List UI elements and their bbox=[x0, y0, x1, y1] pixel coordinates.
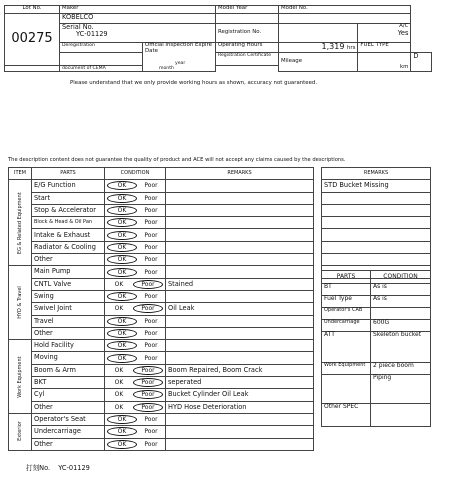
remark-text bbox=[166, 254, 314, 266]
remark-text bbox=[166, 327, 314, 339]
table-row bbox=[9, 266, 314, 278]
condition-cell bbox=[105, 315, 166, 327]
condition-cell bbox=[105, 327, 166, 339]
col-parts: PARTS bbox=[32, 168, 105, 180]
condition-cell bbox=[105, 204, 166, 216]
group-label: EG & Related Equipment bbox=[9, 180, 32, 266]
ac-label: A/C bbox=[399, 23, 409, 29]
remark-text bbox=[166, 266, 314, 278]
parts-name: Fuel Type bbox=[322, 296, 371, 308]
inspection-cell bbox=[143, 43, 216, 72]
part-name: E/G Function bbox=[32, 180, 105, 192]
footer-stamp bbox=[26, 462, 90, 472]
condition-table bbox=[8, 167, 314, 451]
remark-line: STD Bucket Missing bbox=[322, 180, 431, 192]
condition-cell bbox=[105, 364, 166, 376]
remark-text bbox=[166, 426, 314, 438]
stamp-value: YC-01129 bbox=[58, 464, 90, 472]
table-row bbox=[9, 303, 314, 315]
ok-mark: OK bbox=[114, 305, 124, 313]
table-row bbox=[9, 327, 314, 339]
remark-line bbox=[322, 254, 431, 266]
remark-line bbox=[322, 192, 431, 204]
part-name: Start bbox=[32, 192, 105, 204]
remarks-table bbox=[321, 167, 431, 279]
condition-cell bbox=[105, 389, 166, 401]
remark-text bbox=[166, 438, 314, 450]
poor-mark: Poor bbox=[144, 194, 158, 202]
km-unit: km bbox=[358, 52, 411, 71]
poor-mark: Poor bbox=[133, 304, 163, 313]
poor-mark: Poor bbox=[144, 231, 158, 239]
remark-text bbox=[166, 229, 314, 241]
part-name: Other bbox=[32, 438, 105, 450]
remark-text bbox=[166, 204, 314, 216]
ok-mark: OK bbox=[107, 341, 137, 350]
ok-mark: OK bbox=[107, 317, 137, 326]
ok-mark: OK bbox=[114, 366, 124, 374]
fuel-label: FUEL TYPE bbox=[358, 43, 411, 53]
parts-row bbox=[322, 375, 431, 404]
parts-condition: 600G bbox=[371, 320, 431, 332]
ok-mark: OK bbox=[107, 427, 137, 436]
remark-text bbox=[166, 315, 314, 327]
parts-name: ATT bbox=[322, 332, 371, 363]
ok-mark: OK bbox=[114, 391, 124, 399]
part-name: Boom & Arm bbox=[32, 364, 105, 376]
remark-text bbox=[166, 180, 314, 192]
col-item: ITEM bbox=[9, 168, 32, 180]
condition-cell bbox=[105, 290, 166, 302]
remark-text bbox=[166, 352, 314, 364]
poor-mark: Poor bbox=[133, 378, 163, 387]
parts-row bbox=[322, 308, 431, 320]
ok-mark: OK bbox=[114, 379, 124, 387]
parts-row bbox=[322, 320, 431, 332]
table-row bbox=[9, 389, 314, 401]
remark-text: Oil Leak bbox=[166, 303, 314, 315]
mileage-label: Mileage bbox=[279, 52, 358, 71]
maker-value: KOBELCO bbox=[60, 14, 216, 24]
part-name: Operator's Seat bbox=[32, 413, 105, 425]
condition-cell bbox=[105, 438, 166, 450]
ok-mark: OK bbox=[114, 403, 124, 411]
col-condition: CONDITION bbox=[105, 168, 166, 180]
parts-condition: 2 piece boom bbox=[371, 363, 431, 375]
table-row bbox=[9, 377, 314, 389]
table-row bbox=[9, 438, 314, 450]
remark-text: Stained bbox=[166, 278, 314, 290]
ok-mark: OK bbox=[107, 255, 137, 264]
remark-line bbox=[322, 229, 431, 241]
serial-value: YC-01129 bbox=[76, 30, 108, 39]
table-row bbox=[9, 340, 314, 352]
maker-label: Maker bbox=[60, 6, 216, 14]
ok-mark: OK bbox=[107, 194, 137, 203]
parts-condition: As is bbox=[371, 284, 431, 296]
parts-row bbox=[322, 284, 431, 296]
remark-text bbox=[166, 340, 314, 352]
ok-mark: OK bbox=[107, 181, 137, 190]
group-label: Work Equipment bbox=[9, 340, 32, 414]
parts-col-parts: PARTS bbox=[322, 271, 371, 284]
part-name: Hold Facility bbox=[32, 340, 105, 352]
parts-name bbox=[322, 375, 371, 404]
lot-number: 00275 bbox=[5, 14, 60, 66]
reg-certificate-label: Registration Certificate bbox=[216, 52, 279, 65]
remark-line bbox=[322, 204, 431, 216]
ac-value: Yes bbox=[397, 28, 409, 37]
ok-mark: OK bbox=[107, 243, 137, 252]
parts-name: Work Equipment bbox=[322, 363, 371, 375]
poor-mark: Poor bbox=[144, 219, 158, 227]
ok-mark: OK bbox=[114, 280, 124, 288]
condition-cell bbox=[105, 426, 166, 438]
serial-label: Serial No. bbox=[62, 23, 94, 31]
remark-text: Boom Repaired, Boom Crack bbox=[166, 364, 314, 376]
deregistration-label: Deregistration bbox=[60, 43, 143, 53]
registration-label: Registration No. bbox=[216, 24, 279, 43]
parts-col-condition: CONDITION bbox=[371, 271, 431, 284]
op-hours-label: Operating Hours bbox=[216, 43, 279, 53]
lot-label: Lot No. bbox=[5, 6, 60, 14]
ok-mark: OK bbox=[107, 354, 137, 363]
table-row bbox=[9, 229, 314, 241]
col-remarks: REMARKS bbox=[166, 168, 314, 180]
parts-name: BT bbox=[322, 284, 371, 296]
hours-notice: Please understand that we only provide working hours as shown, accuracy not guaranteed. bbox=[70, 80, 318, 86]
table-row bbox=[9, 204, 314, 216]
poor-mark: Poor bbox=[144, 428, 158, 436]
table-row bbox=[9, 278, 314, 290]
part-name: Radiator & Cooling bbox=[32, 241, 105, 253]
poor-mark: Poor bbox=[144, 440, 158, 448]
ok-mark: OK bbox=[107, 231, 137, 240]
poor-mark: Poor bbox=[144, 207, 158, 215]
poor-mark: Poor bbox=[144, 182, 158, 190]
part-name: Moving bbox=[32, 352, 105, 364]
document-label: document of CEMA bbox=[60, 65, 143, 71]
part-name: Cyl bbox=[32, 389, 105, 401]
condition-cell bbox=[105, 401, 166, 413]
serial-cell bbox=[60, 24, 216, 43]
part-name: Main Pump bbox=[32, 266, 105, 278]
poor-mark: Poor bbox=[144, 243, 158, 251]
poor-mark: Poor bbox=[133, 280, 163, 289]
parts-row bbox=[322, 332, 431, 363]
fuel-value: D bbox=[411, 52, 432, 71]
stamp-label: 打刻No. bbox=[26, 464, 51, 472]
poor-mark: Poor bbox=[144, 354, 158, 362]
remark-text: Bucket Cylinder Oil Leak bbox=[166, 389, 314, 401]
poor-mark: Poor bbox=[144, 416, 158, 424]
condition-cell bbox=[105, 377, 166, 389]
part-name: Stop & Accelerator bbox=[32, 204, 105, 216]
ok-mark: OK bbox=[107, 268, 137, 277]
model-year-label: Model Year bbox=[216, 6, 279, 14]
ac-cell bbox=[358, 24, 411, 43]
part-name: Other bbox=[32, 401, 105, 413]
parts-row bbox=[322, 296, 431, 308]
remark-line bbox=[322, 241, 431, 253]
poor-mark: Poor bbox=[144, 268, 158, 276]
remark-text bbox=[166, 192, 314, 204]
parts-condition: As is bbox=[371, 296, 431, 308]
condition-cell bbox=[105, 192, 166, 204]
remark-text bbox=[166, 241, 314, 253]
inspection-label: Official Inspection Expire Date bbox=[145, 42, 212, 54]
parts-name: Operator's CAB bbox=[322, 308, 371, 320]
poor-mark: Poor bbox=[144, 342, 158, 350]
table-row bbox=[9, 315, 314, 327]
hrs-unit: hrs bbox=[346, 45, 356, 51]
table-row bbox=[9, 413, 314, 425]
condition-cell bbox=[105, 352, 166, 364]
remarks-header: REMARKS bbox=[322, 168, 431, 180]
parts-condition bbox=[371, 404, 431, 427]
table-row bbox=[9, 426, 314, 438]
table-row bbox=[9, 180, 314, 192]
parts-condition: Piping bbox=[371, 375, 431, 404]
ok-mark: OK bbox=[107, 329, 137, 338]
header-table bbox=[4, 5, 432, 72]
parts-row bbox=[322, 404, 431, 427]
poor-mark: Poor bbox=[133, 390, 163, 399]
remark-text: HYD Hose Deterioration bbox=[166, 401, 314, 413]
ok-mark: OK bbox=[107, 206, 137, 215]
table-row bbox=[9, 217, 314, 229]
part-name: Undercarriage bbox=[32, 426, 105, 438]
remark-text: seperated bbox=[166, 377, 314, 389]
remark-text bbox=[166, 217, 314, 229]
poor-mark: Poor bbox=[144, 317, 158, 325]
condition-cell bbox=[105, 241, 166, 253]
part-name: Intake & Exhaust bbox=[32, 229, 105, 241]
parts-row bbox=[322, 363, 431, 375]
op-hours-value: 1,319 bbox=[321, 42, 345, 51]
model-no-label: Model No. bbox=[279, 6, 411, 14]
remark-text bbox=[166, 413, 314, 425]
table-row bbox=[9, 401, 314, 413]
part-name: Swing bbox=[32, 290, 105, 302]
poor-mark: Poor bbox=[133, 403, 163, 412]
condition-cell bbox=[105, 413, 166, 425]
ok-mark: OK bbox=[107, 218, 137, 227]
poor-mark: Poor bbox=[133, 366, 163, 375]
poor-mark: Poor bbox=[144, 330, 158, 337]
parts-name: Other SPEC bbox=[322, 404, 371, 427]
table-row bbox=[9, 254, 314, 266]
part-name: BKT bbox=[32, 377, 105, 389]
condition-cell bbox=[105, 180, 166, 192]
parts-condition: Skeleton bucket bbox=[371, 332, 431, 363]
part-name: Swivel Joint bbox=[32, 303, 105, 315]
condition-cell bbox=[105, 340, 166, 352]
table-row bbox=[9, 192, 314, 204]
group-label: HYD & Travel bbox=[9, 266, 32, 340]
condition-cell bbox=[105, 217, 166, 229]
remark-line bbox=[322, 217, 431, 229]
remark-text bbox=[166, 290, 314, 302]
ok-mark: OK bbox=[107, 292, 137, 301]
part-name: Other bbox=[32, 327, 105, 339]
part-name: CNTL Valve bbox=[32, 278, 105, 290]
table-row bbox=[9, 352, 314, 364]
condition-cell bbox=[105, 266, 166, 278]
condition-cell bbox=[105, 254, 166, 266]
parts-table bbox=[321, 270, 431, 427]
part-name: Block & Head & Oil Pan bbox=[32, 217, 105, 229]
poor-mark: Poor bbox=[144, 293, 158, 301]
condition-cell bbox=[105, 229, 166, 241]
part-name: Other bbox=[32, 254, 105, 266]
condition-cell bbox=[105, 278, 166, 290]
op-hours-cell bbox=[279, 43, 358, 53]
disclaimer: The description content does not guarantee the quality of product and ACE will not accept any claims caused by the descriptions. bbox=[8, 157, 346, 163]
table-row bbox=[9, 290, 314, 302]
ok-mark: OK bbox=[107, 440, 137, 449]
parts-name: Undercarriage bbox=[322, 320, 371, 332]
month-label: month bbox=[159, 65, 174, 71]
condition-cell bbox=[105, 303, 166, 315]
ok-mark: OK bbox=[107, 415, 137, 424]
part-name: Travel bbox=[32, 315, 105, 327]
table-row bbox=[9, 364, 314, 376]
parts-condition bbox=[371, 308, 431, 320]
poor-mark: Poor bbox=[144, 256, 158, 264]
year-label: year bbox=[175, 60, 186, 66]
table-row bbox=[9, 241, 314, 253]
group-label: Exterior bbox=[9, 413, 32, 450]
